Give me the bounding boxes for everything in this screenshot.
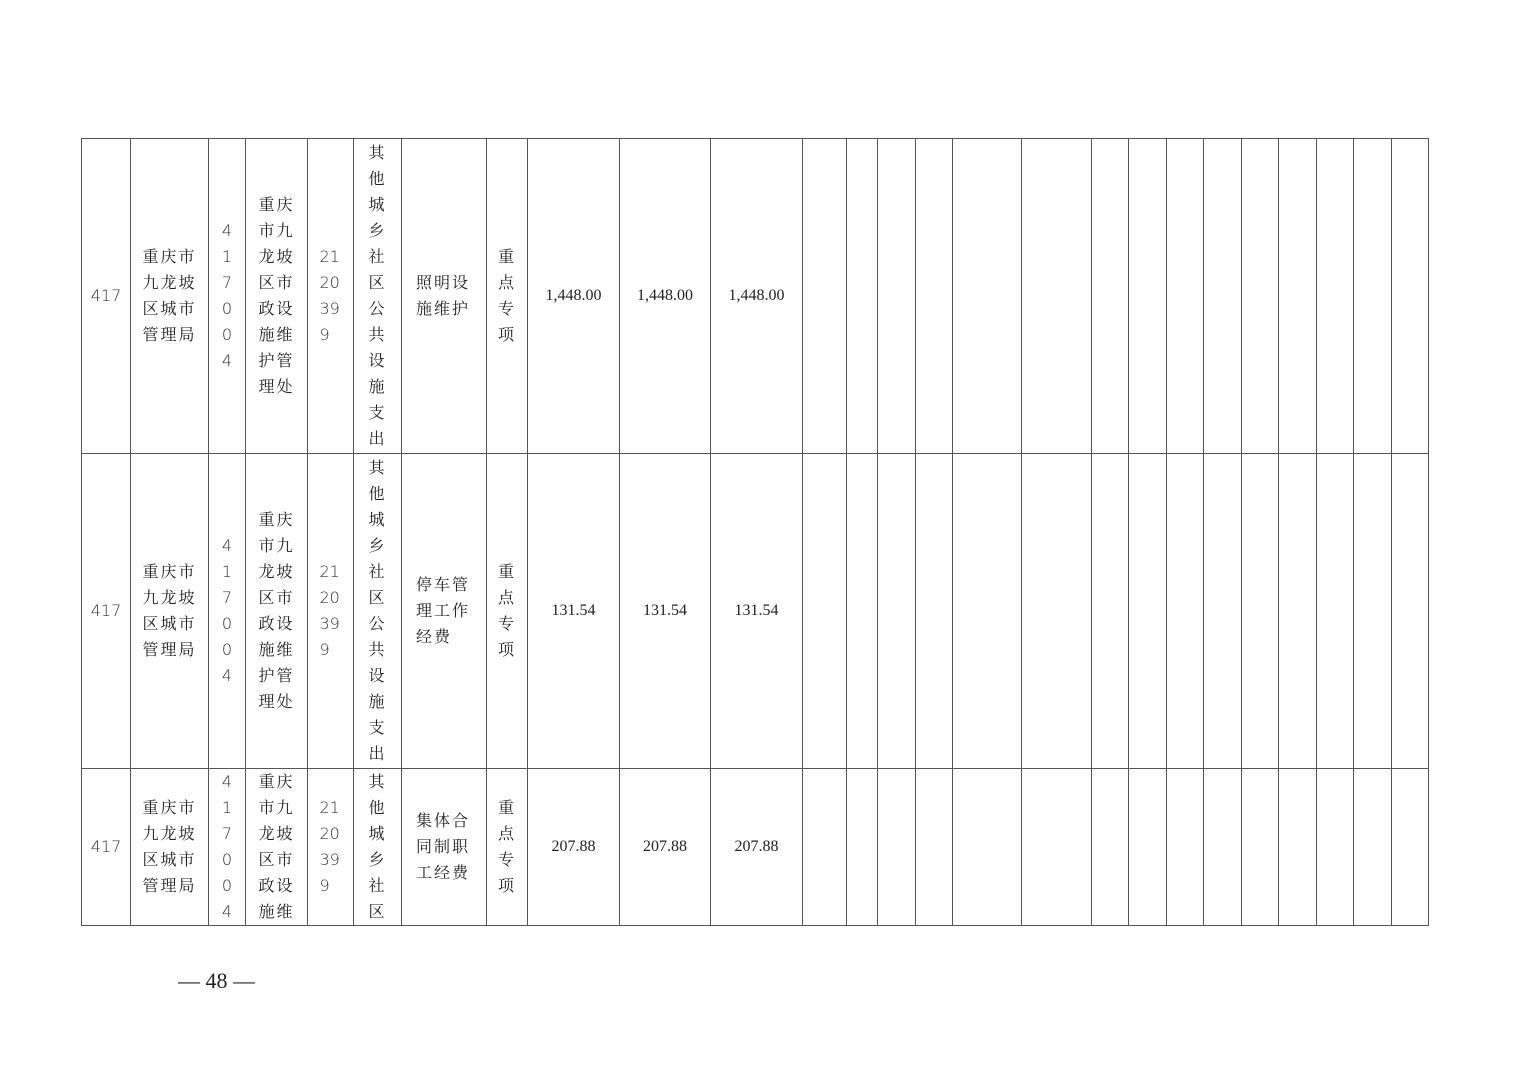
empty-cell [1279,139,1317,454]
func-code-cell: 2120399 [308,139,354,454]
dept-cell: 重庆市九龙坡区市政设施维 [246,769,308,926]
empty-cell [1129,769,1167,926]
type-cell: 重点专项 [487,769,528,926]
amount-cell: 131.54 [711,454,803,769]
empty-cell [1392,454,1429,769]
dept-cell: 重庆市九龙坡区市政设施维护管理处 [246,454,308,769]
empty-cell [847,769,878,926]
amount-cell: 207.88 [528,769,620,926]
empty-cell [916,769,953,926]
project-cell: 停车管理工作经费 [402,454,487,769]
code-cell: 417004 [209,139,246,454]
unit-cell: 重庆市九龙坡区城市管理局 [131,454,209,769]
empty-cell [1129,454,1167,769]
func-name-cell: 其他城乡社区公共设施支出 [354,454,402,769]
empty-cell [1022,139,1092,454]
func-code-cell: 2120399 [308,769,354,926]
empty-cell [1129,139,1167,454]
empty-cell [1317,139,1354,454]
empty-cell [803,454,847,769]
empty-cell [1392,769,1429,926]
empty-cell [1204,139,1242,454]
amount-cell: 131.54 [528,454,620,769]
seq-cell: 417 [82,139,131,454]
empty-cell [803,139,847,454]
func-name-cell: 其他城乡社区 [354,769,402,926]
amount-cell: 1,448.00 [620,139,711,454]
type-cell: 重点专项 [487,139,528,454]
empty-cell [916,139,953,454]
code-cell: 417004 [209,454,246,769]
unit-cell: 重庆市九龙坡区城市管理局 [131,769,209,926]
empty-cell [1354,769,1392,926]
empty-cell [1092,139,1129,454]
unit-cell: 重庆市九龙坡区城市管理局 [131,139,209,454]
empty-cell [1204,769,1242,926]
page-number: — 48 — [178,968,255,993]
empty-cell [1242,454,1279,769]
project-cell: 照明设施维护 [402,139,487,454]
empty-cell [878,139,916,454]
empty-cell [1354,454,1392,769]
empty-cell [1167,454,1204,769]
empty-cell [1092,769,1129,926]
empty-cell [1022,454,1092,769]
budget-table [81,138,1429,926]
code-cell: 417004 [209,769,246,926]
empty-cell [1354,139,1392,454]
empty-cell [1317,769,1354,926]
empty-cell [847,454,878,769]
dept-cell: 重庆市九龙坡区市政设施维护管理处 [246,139,308,454]
empty-cell [1022,769,1092,926]
empty-cell [847,139,878,454]
table-row [82,454,1429,769]
amount-cell: 207.88 [711,769,803,926]
table-row [82,139,1429,454]
empty-cell [803,769,847,926]
empty-cell [878,769,916,926]
empty-cell [916,454,953,769]
empty-cell [1279,769,1317,926]
amount-cell: 1,448.00 [528,139,620,454]
amount-cell: 207.88 [620,769,711,926]
empty-cell [953,454,1022,769]
empty-cell [878,454,916,769]
empty-cell [1167,769,1204,926]
empty-cell [953,139,1022,454]
amount-cell: 131.54 [620,454,711,769]
amount-cell: 1,448.00 [711,139,803,454]
table-row [82,769,1429,926]
empty-cell [1204,454,1242,769]
empty-cell [1242,769,1279,926]
project-cell: 集体合同制职工经费 [402,769,487,926]
func-code-cell: 2120399 [308,454,354,769]
type-cell: 重点专项 [487,454,528,769]
empty-cell [1317,454,1354,769]
seq-cell: 417 [82,769,131,926]
empty-cell [1242,139,1279,454]
empty-cell [1392,139,1429,454]
seq-cell: 417 [82,454,131,769]
empty-cell [1167,139,1204,454]
func-name-cell: 其他城乡社区公共设施支出 [354,139,402,454]
empty-cell [1279,454,1317,769]
empty-cell [1092,454,1129,769]
empty-cell [953,769,1022,926]
